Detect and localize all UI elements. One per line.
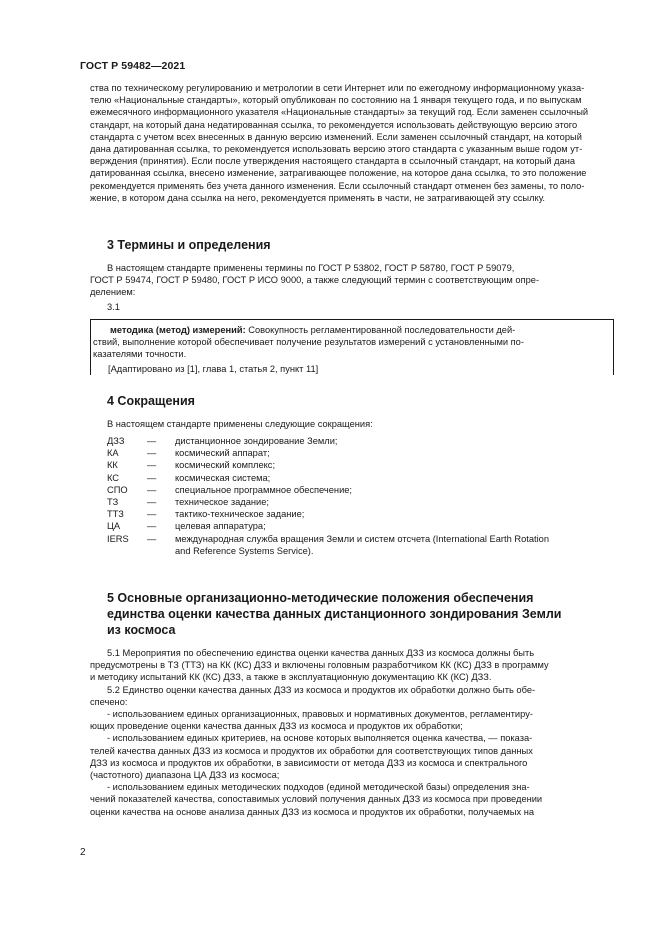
section-3-text — [90, 262, 614, 299]
text-line: 5.1 Мероприятия по обеспечению единства оценки качества данных ДЗЗ из космоса должны быть — [107, 648, 535, 658]
dash: — — [147, 448, 157, 459]
text-line: стандарта с учетом всех внесенных в данную версию изменений. Если заменен ссылочный стандарт, на который — [90, 131, 582, 142]
abbreviation-item — [107, 520, 617, 532]
abbreviation: ЦА — [107, 521, 121, 532]
section-4-title: 4 Сокращения — [107, 394, 195, 408]
intro-paragraph — [90, 82, 614, 204]
abbreviation-item — [107, 484, 617, 496]
abbreviation-meaning: тактико-техническое задание; — [175, 509, 305, 520]
dash: — — [147, 484, 157, 495]
abbreviation-continuation: and Reference Systems Service). — [175, 545, 314, 556]
text-line: ющих проведение оценки качества данных ДЗЗ из космоса и продуктов их обработки; — [90, 721, 463, 732]
abbreviation-meaning: космическая система; — [175, 472, 271, 483]
abbreviation: КА — [107, 448, 119, 459]
abbreviation: ДЗЗ — [107, 436, 125, 446]
abbreviation-item — [107, 508, 617, 520]
abbreviation-meaning: международная служба вращения Земли и систем отсчета (International Earth Rotation — [175, 533, 549, 544]
dash: — — [147, 533, 157, 544]
section-4-intro: В настоящем стандарте применены следующие сокращения: — [107, 419, 373, 429]
abbreviation-item — [107, 459, 617, 471]
text-line: ства по техническому регулированию и метрологии в сети Интернет или по ежегодному информационному указа- — [90, 83, 585, 93]
text-line: В настоящем стандарте применены термины по ГОСТ Р 53802, ГОСТ Р 58780, ГОСТ Р 59079, — [107, 263, 515, 273]
dash: — — [147, 460, 157, 471]
abbreviation-meaning: космический аппарат; — [175, 448, 270, 459]
text-line: рекомендуется применять без учета данного изменения. Если ссылочный стандарт отменен без замены, то поло- — [90, 180, 585, 191]
text-line: ежемесячного информационного указателя «Национальные стандарты» за текущий год. Если заменен ссылочный — [90, 107, 589, 118]
section-3-title: 3 Термины и определения — [107, 238, 271, 252]
dash: — — [147, 472, 157, 483]
text-line: жение, в котором дана ссылка на него, рекомендуется применять в части, не затрагивающей эту ссылку. — [90, 192, 546, 203]
text-line: датированная ссылка, внесено изменение, затрагивающее положение, на которое дана ссылка, то это положение — [90, 168, 587, 179]
text-line: - использованием единых организационных, правовых и нормативных документов, регламентиру- — [107, 709, 533, 720]
abbreviation-meaning: дистанционное зондирование Земли; — [175, 436, 338, 446]
text-line: телю «Национальные стандарты», который опубликован по состоянию на 1 января текущего года, и по выпускам — [90, 95, 582, 106]
abbreviation: IERS — [107, 533, 129, 544]
text-line: ДЗЗ из космоса и продуктов их обработки, в зависимости от метода ДЗЗ из космоса и спектрального — [90, 757, 528, 768]
term-definition — [91, 324, 613, 361]
abbreviation-item — [107, 435, 617, 447]
section-5-title — [107, 590, 607, 638]
abbreviation: ТТЗ — [107, 509, 124, 520]
text-line: - использованием единых критериев, на основе которых выполняется оценка качества, — показа- — [107, 733, 533, 744]
text-line: предусмотрены в ТЗ (ТТЗ) на КК (КС) ДЗЗ и включены головным разработчиком КК (КС) ДЗЗ в программу — [90, 660, 549, 671]
abbreviation: КС — [107, 472, 120, 483]
text-line: оценки качества на основе анализа данных ДЗЗ из космоса и продуктов их обработки, получаемых на — [90, 806, 535, 817]
abbreviation-item — [107, 533, 617, 545]
abbreviation: СПО — [107, 484, 128, 495]
abbreviation-meaning: специальное программное обеспечение; — [175, 484, 353, 495]
page-number: 2 — [80, 847, 86, 858]
abbreviation-item — [107, 496, 617, 508]
dash: — — [147, 497, 157, 508]
abbreviation-meaning: космический комплекс; — [175, 460, 276, 471]
term-definition-line: казателями точности. — [93, 349, 187, 360]
term-definition-line: ствий, выполнение которой обеспечивает получение результатов измерений с установленными по- — [93, 337, 524, 348]
text-line: спечено: — [90, 696, 128, 707]
term-source: [Адаптировано из [1], глава 1, статья 2, пункт 11] — [108, 363, 319, 374]
text-line: и методику испытаний КК (КС) ДЗЗ, а также в эксплуатационную документацию КК (КС) ДЗЗ. — [90, 672, 492, 683]
text-line: ГОСТ Р 59474, ГОСТ Р 59480, ГОСТ Р ИСО 9000, а также следующий термин с соответствующим опре- — [90, 275, 540, 286]
text-line: 5.2 Единство оценки качества данных ДЗЗ из космоса и продуктов их обработки должно быть обе- — [107, 684, 536, 695]
abbreviation: ТЗ — [107, 497, 119, 508]
text-line: - использованием единых методических подходов (единой методической базы) определения зна- — [107, 782, 530, 793]
term-number: 3.1 — [107, 302, 120, 312]
text-line: (частотного) диапазона ЦА ДЗЗ из космоса; — [90, 770, 280, 781]
text-line: телей качества данных ДЗЗ из космоса и продуктов их обработки для соответствующих типов данных — [90, 745, 533, 756]
dash: — — [147, 436, 157, 446]
abbreviation-item — [107, 447, 617, 459]
text-line: делением: — [90, 287, 136, 298]
abbreviation: КК — [107, 460, 118, 471]
term-name: методика (метод) измерений: — [110, 325, 246, 335]
dash: — — [147, 509, 157, 520]
term-definition-box — [90, 319, 614, 375]
abbreviation-meaning: техническое задание; — [175, 497, 269, 508]
page-header: ГОСТ Р 59482—2021 — [80, 60, 186, 72]
text-line: дана датированная ссылка, то рекомендуется использовать версию этого стандарта с указанным выше годом ут- — [90, 144, 583, 155]
section-5-text — [90, 647, 614, 818]
abbreviation-meaning: целевая аппаратура; — [175, 521, 266, 532]
term-definition-line: методика (метод) измерений: Совокупность регламентированной последовательности дей- — [110, 325, 516, 335]
text-line: чений показателей качества, сопоставимых условий получения данных ДЗЗ из космоса при проведении — [90, 794, 543, 805]
abbreviation-item — [107, 472, 617, 484]
section-5-title-line: единства оценки качества данных дистанционного зондирования Земли — [107, 607, 562, 621]
dash: — — [147, 521, 157, 532]
section-5-title-line: из космоса — [107, 623, 176, 637]
text-line: стандарт, на который дана недатированная ссылка, то рекомендуется использовать действующую версию этого — [90, 119, 578, 130]
abbreviations-list — [107, 435, 617, 557]
section-5-title-line: 5 Основные организационно-методические положения обеспечения — [107, 591, 534, 605]
text-line: верждения (принятия). Если после утверждения настоящего стандарта в ссылочный стандарт, на который дана — [90, 156, 576, 167]
